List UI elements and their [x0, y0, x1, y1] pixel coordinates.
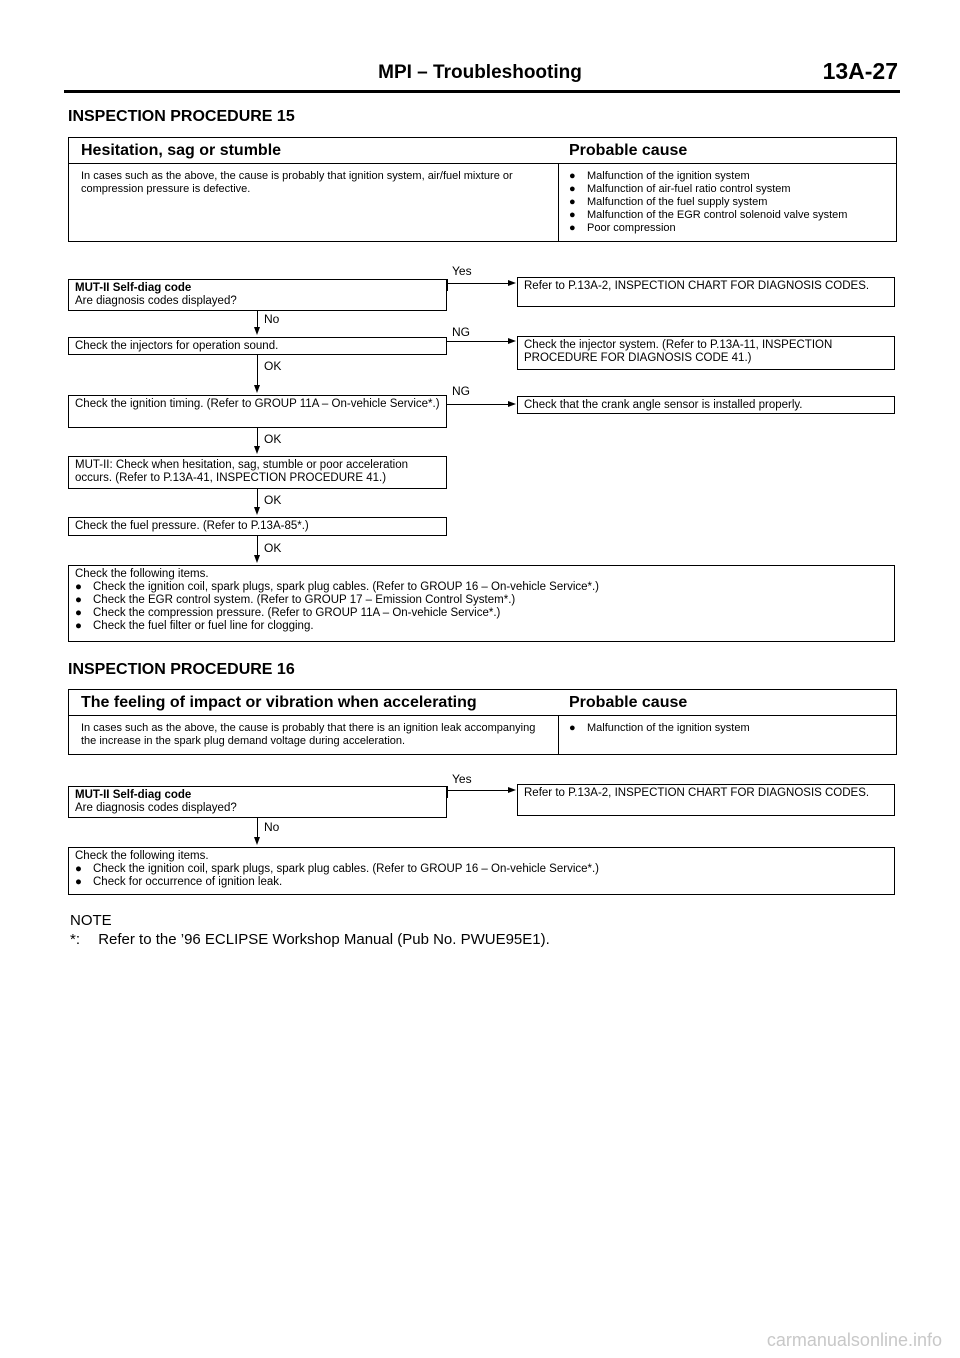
arrow-right-icon [508, 787, 516, 793]
no-label: No [264, 312, 280, 326]
list-item: ● Check the fuel filter or fuel line for clogging. [75, 620, 314, 632]
probable-cause-list [559, 164, 896, 241]
watermark: carmanualsonline.info [766, 1330, 942, 1350]
page-title: MPI – Troubleshooting [378, 62, 582, 83]
arrow-down-icon [254, 507, 260, 515]
list-item: ● Check the ignition coil, spark plugs, spark plug cables. (Refer to GROUP 16 – On-vehicle Service*.) [75, 863, 600, 875]
arrow-down-icon [254, 555, 260, 563]
cause-item: ● Malfunction of the ignition system [569, 722, 750, 734]
flow-result-diag-chart: Refer to P.13A-2, INSPECTION CHART FOR DIAGNOSIS CODES. [517, 277, 895, 307]
probable-cause-title: Probable cause [569, 141, 688, 159]
flow-step-ignition-timing: Check the ignition timing. (Refer to GROUP 11A – On-vehicle Service*.) [68, 395, 447, 428]
flow-step-self-diag: MUT-II Self-diag code Are diagnosis codes displayed? [68, 279, 447, 311]
flow-final-check-items [68, 565, 895, 642]
flow-result-diag-chart: Refer to P.13A-2, INSPECTION CHART FOR DIAGNOSIS CODES. [517, 784, 895, 816]
arrow-right-icon [508, 280, 516, 286]
list-item: ● Check the ignition coil, spark plugs, spark plug cables. (Refer to GROUP 16 – On-vehicle Service*.) [75, 581, 600, 593]
list-item: ● Check the compression pressure. (Refer to GROUP 11A – On-vehicle Service*.) [75, 607, 501, 619]
ng-label: NG [452, 384, 470, 398]
ok-label: OK [264, 432, 282, 446]
symptom-description: In cases such as the above, the cause is probably that there is an ignition leak accompanying the increase in the spark plug demand voltage during acceleration. [69, 716, 559, 754]
procedure-16-cause-table [68, 689, 897, 755]
note-text: Refer to the ’96 ECLIPSE Workshop Manual (Pub No. PWUE95E1). [98, 931, 550, 948]
symptom-title: The feeling of impact or vibration when accelerating [81, 693, 477, 711]
flow-step-self-diag: MUT-II Self-diag code Are diagnosis codes displayed? [68, 786, 447, 818]
arrow-down-icon [254, 446, 260, 454]
cause-item: ● Malfunction of the EGR control solenoid valve system [569, 209, 848, 221]
final-check-title: Check the following items. [75, 850, 209, 862]
probable-cause-title: Probable cause [569, 693, 688, 711]
probable-cause-list [559, 716, 896, 754]
yes-connector [447, 790, 509, 791]
ok-label: OK [264, 493, 282, 507]
cause-item: ● Poor compression [569, 222, 676, 234]
ok-label: OK [264, 359, 282, 373]
final-check-title: Check the following items. [75, 568, 209, 580]
yes-label: Yes [452, 264, 472, 278]
cause-item: ● Malfunction of the fuel supply system [569, 196, 768, 208]
yes-label: Yes [452, 772, 472, 786]
symptom-title: Hesitation, sag or stumble [81, 141, 282, 159]
flow-result-crank-sensor: Check that the crank angle sensor is installed properly. [517, 396, 895, 414]
arrow-down-icon [254, 837, 260, 845]
ng-label: NG [452, 325, 470, 339]
no-label: No [264, 820, 280, 834]
flow-step-fuel-pressure: Check the fuel pressure. (Refer to P.13A-85*.) [68, 517, 447, 536]
flow-result-injector-system: Check the injector system. (Refer to P.13A-11, INSPECTION PROCEDURE FOR DIAGNOSIS CODE 41.) [517, 336, 895, 370]
symptom-description: In cases such as the above, the cause is probably that ignition system, air/fuel mixture or compression pressure is defective. [69, 164, 559, 241]
cause-item: ● Malfunction of air-fuel ratio control system [569, 183, 791, 195]
arrow-right-icon [508, 401, 516, 407]
list-item: ● Check for occurrence of ignition leak. [75, 876, 283, 888]
cause-item: ● Malfunction of the ignition system [569, 170, 750, 182]
yes-connector [447, 283, 509, 284]
procedure-15-cause-table [68, 137, 897, 242]
flow-step-mut-hesitation: MUT-II: Check when hesitation, sag, stumble or poor acceleration occurs. (Refer to P.13A-41, INSPECTION PROCEDURE 41.) [68, 456, 447, 489]
note-line [70, 931, 550, 949]
header-rule [64, 90, 900, 93]
page-number: 13A-27 [822, 58, 898, 84]
arrow-down-icon [254, 385, 260, 393]
arrow-right-icon [508, 338, 516, 344]
flow-step-injector-sound: Check the injectors for operation sound. [68, 337, 447, 355]
ng-connector [447, 341, 509, 342]
arrow-down-icon [254, 327, 260, 335]
procedure-16-heading: INSPECTION PROCEDURE 16 [68, 661, 295, 678]
ng-connector [447, 404, 509, 405]
procedure-15-heading: INSPECTION PROCEDURE 15 [68, 108, 295, 125]
flow-final-check-items [68, 847, 895, 895]
list-item: ● Check the EGR control system. (Refer to GROUP 17 – Emission Control System*.) [75, 594, 516, 606]
note-marker: *: [70, 931, 81, 948]
ok-label: OK [264, 541, 282, 555]
note-title: NOTE [70, 912, 112, 929]
